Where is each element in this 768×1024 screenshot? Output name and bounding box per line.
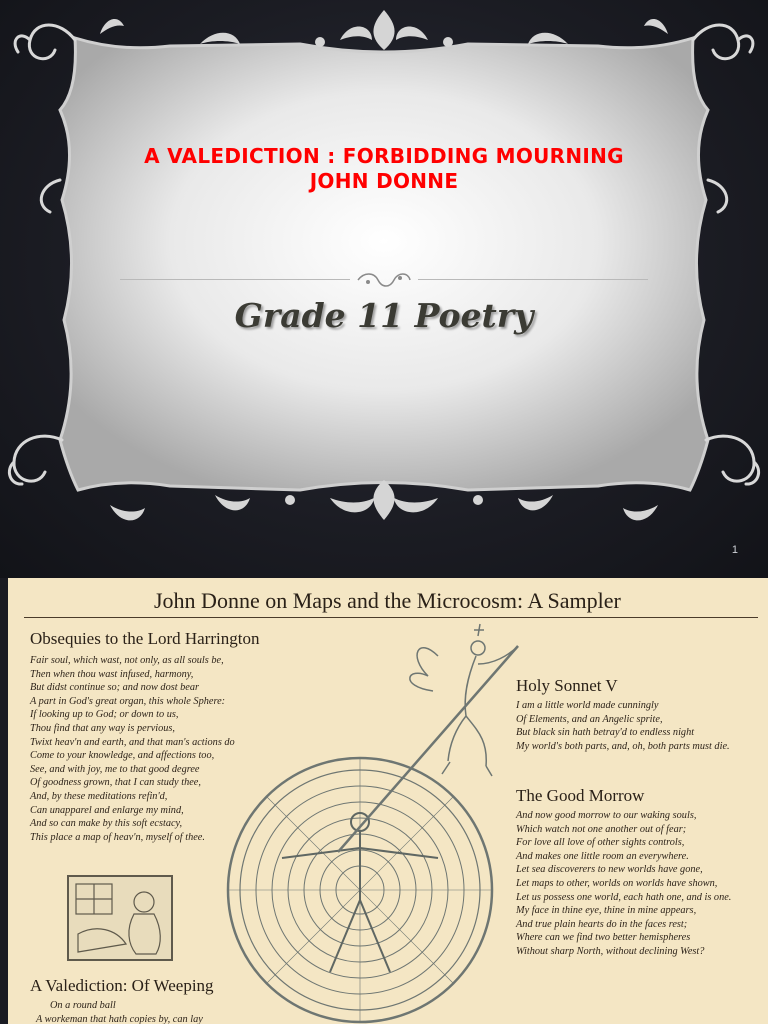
presentation-title-line-1: A VALEDICTION : FORBIDDING MOURNING (144, 144, 624, 168)
poem-line: Which watch not one another out of fear; (516, 823, 687, 835)
obsequies-poem (30, 654, 235, 844)
poem-line: Of goodness grown, that I can study thee, (30, 777, 201, 789)
poem-line: And true plain hearts do in the faces rest; (516, 918, 688, 930)
winged-figure-engraving (338, 616, 528, 856)
divider-right (418, 279, 648, 280)
poem-line: Let us possess one world, each hath one, and is one. (516, 891, 732, 903)
poem-line: Can unapparel and enlarge my mind, (30, 804, 184, 816)
sampler-heading: John Donne on Maps and the Microcosm: A Sampler (154, 588, 621, 613)
sampler-slide (8, 578, 768, 1024)
poem-line: And so can make by this soft ecstacy, (30, 818, 183, 830)
good-morrow-title: The Good Morrow (516, 786, 645, 805)
poem-line: This place a map of heav'n, myself of thee. (30, 831, 205, 843)
poem-line: Come to your knowledge, and affections too, (30, 750, 215, 762)
woodcut-illustration (66, 874, 174, 962)
weeping-title: A Valediction: Of Weeping (30, 976, 214, 995)
poem-line: A workeman that hath copies by, can lay (36, 1013, 203, 1024)
holy-sonnet-title: Holy Sonnet V (516, 676, 618, 695)
obsequies-title: Obsequies to the Lord Harrington (30, 629, 260, 648)
weeping-poem (36, 999, 203, 1024)
poem-line: See, and with joy, me to that good degree (30, 763, 200, 775)
divider-left (120, 279, 350, 280)
good-morrow-poem (516, 809, 731, 959)
holy-sonnet-poem (516, 699, 730, 753)
poem-line: Of Elements, and an Angelic sprite, (516, 713, 663, 725)
poem-line: Let sea discoverers to new worlds have gone, (516, 864, 703, 876)
poem-line: Without sharp North, without declining West? (516, 945, 705, 957)
poem-line: Thou find that any way is pervious, (30, 722, 176, 734)
poem-line: My face in thine eye, thine in mine appears, (516, 905, 697, 917)
poem-line: I am a little world made cunningly (516, 700, 659, 711)
slide-number: 1 (731, 544, 738, 556)
swirl-ornament-icon (354, 270, 414, 290)
poem-line: On a round ball (50, 1000, 116, 1011)
poem-line: Where can we find two better hemispheres (516, 932, 691, 944)
poem-line: But black sin hath betray'd to endless night (516, 727, 695, 739)
poem-line: Fair soul, which wast, not only, as all souls be, (30, 655, 224, 666)
presentation-subtitle: Grade 11 Poetry (234, 296, 534, 335)
poem-line: Then when thou wast infused, harmony, (30, 668, 194, 680)
poem-line: Let maps to other, worlds on worlds have shown, (516, 877, 718, 889)
poem-line: A part in God's great organ, this whole Sphere: (30, 695, 226, 707)
poem-line: For love all love of other sights controls, (516, 837, 685, 849)
poem-line: My world's both parts, and, oh, both parts must die. (516, 740, 730, 752)
poem-line: And now good morrow to our waking souls, (516, 810, 697, 821)
presentation-title-line-2: JOHN DONNE (309, 169, 459, 193)
poem-line: And makes one little room an everywhere. (516, 850, 689, 862)
poem-line: And, by these meditations refin'd, (30, 790, 168, 802)
poem-line: If looking up to God; or down to us, (30, 709, 179, 721)
poem-line: But didst continue so; and now dost bear (30, 682, 200, 694)
poem-line: Twixt heav'n and earth, and that man's actions do (30, 736, 235, 748)
